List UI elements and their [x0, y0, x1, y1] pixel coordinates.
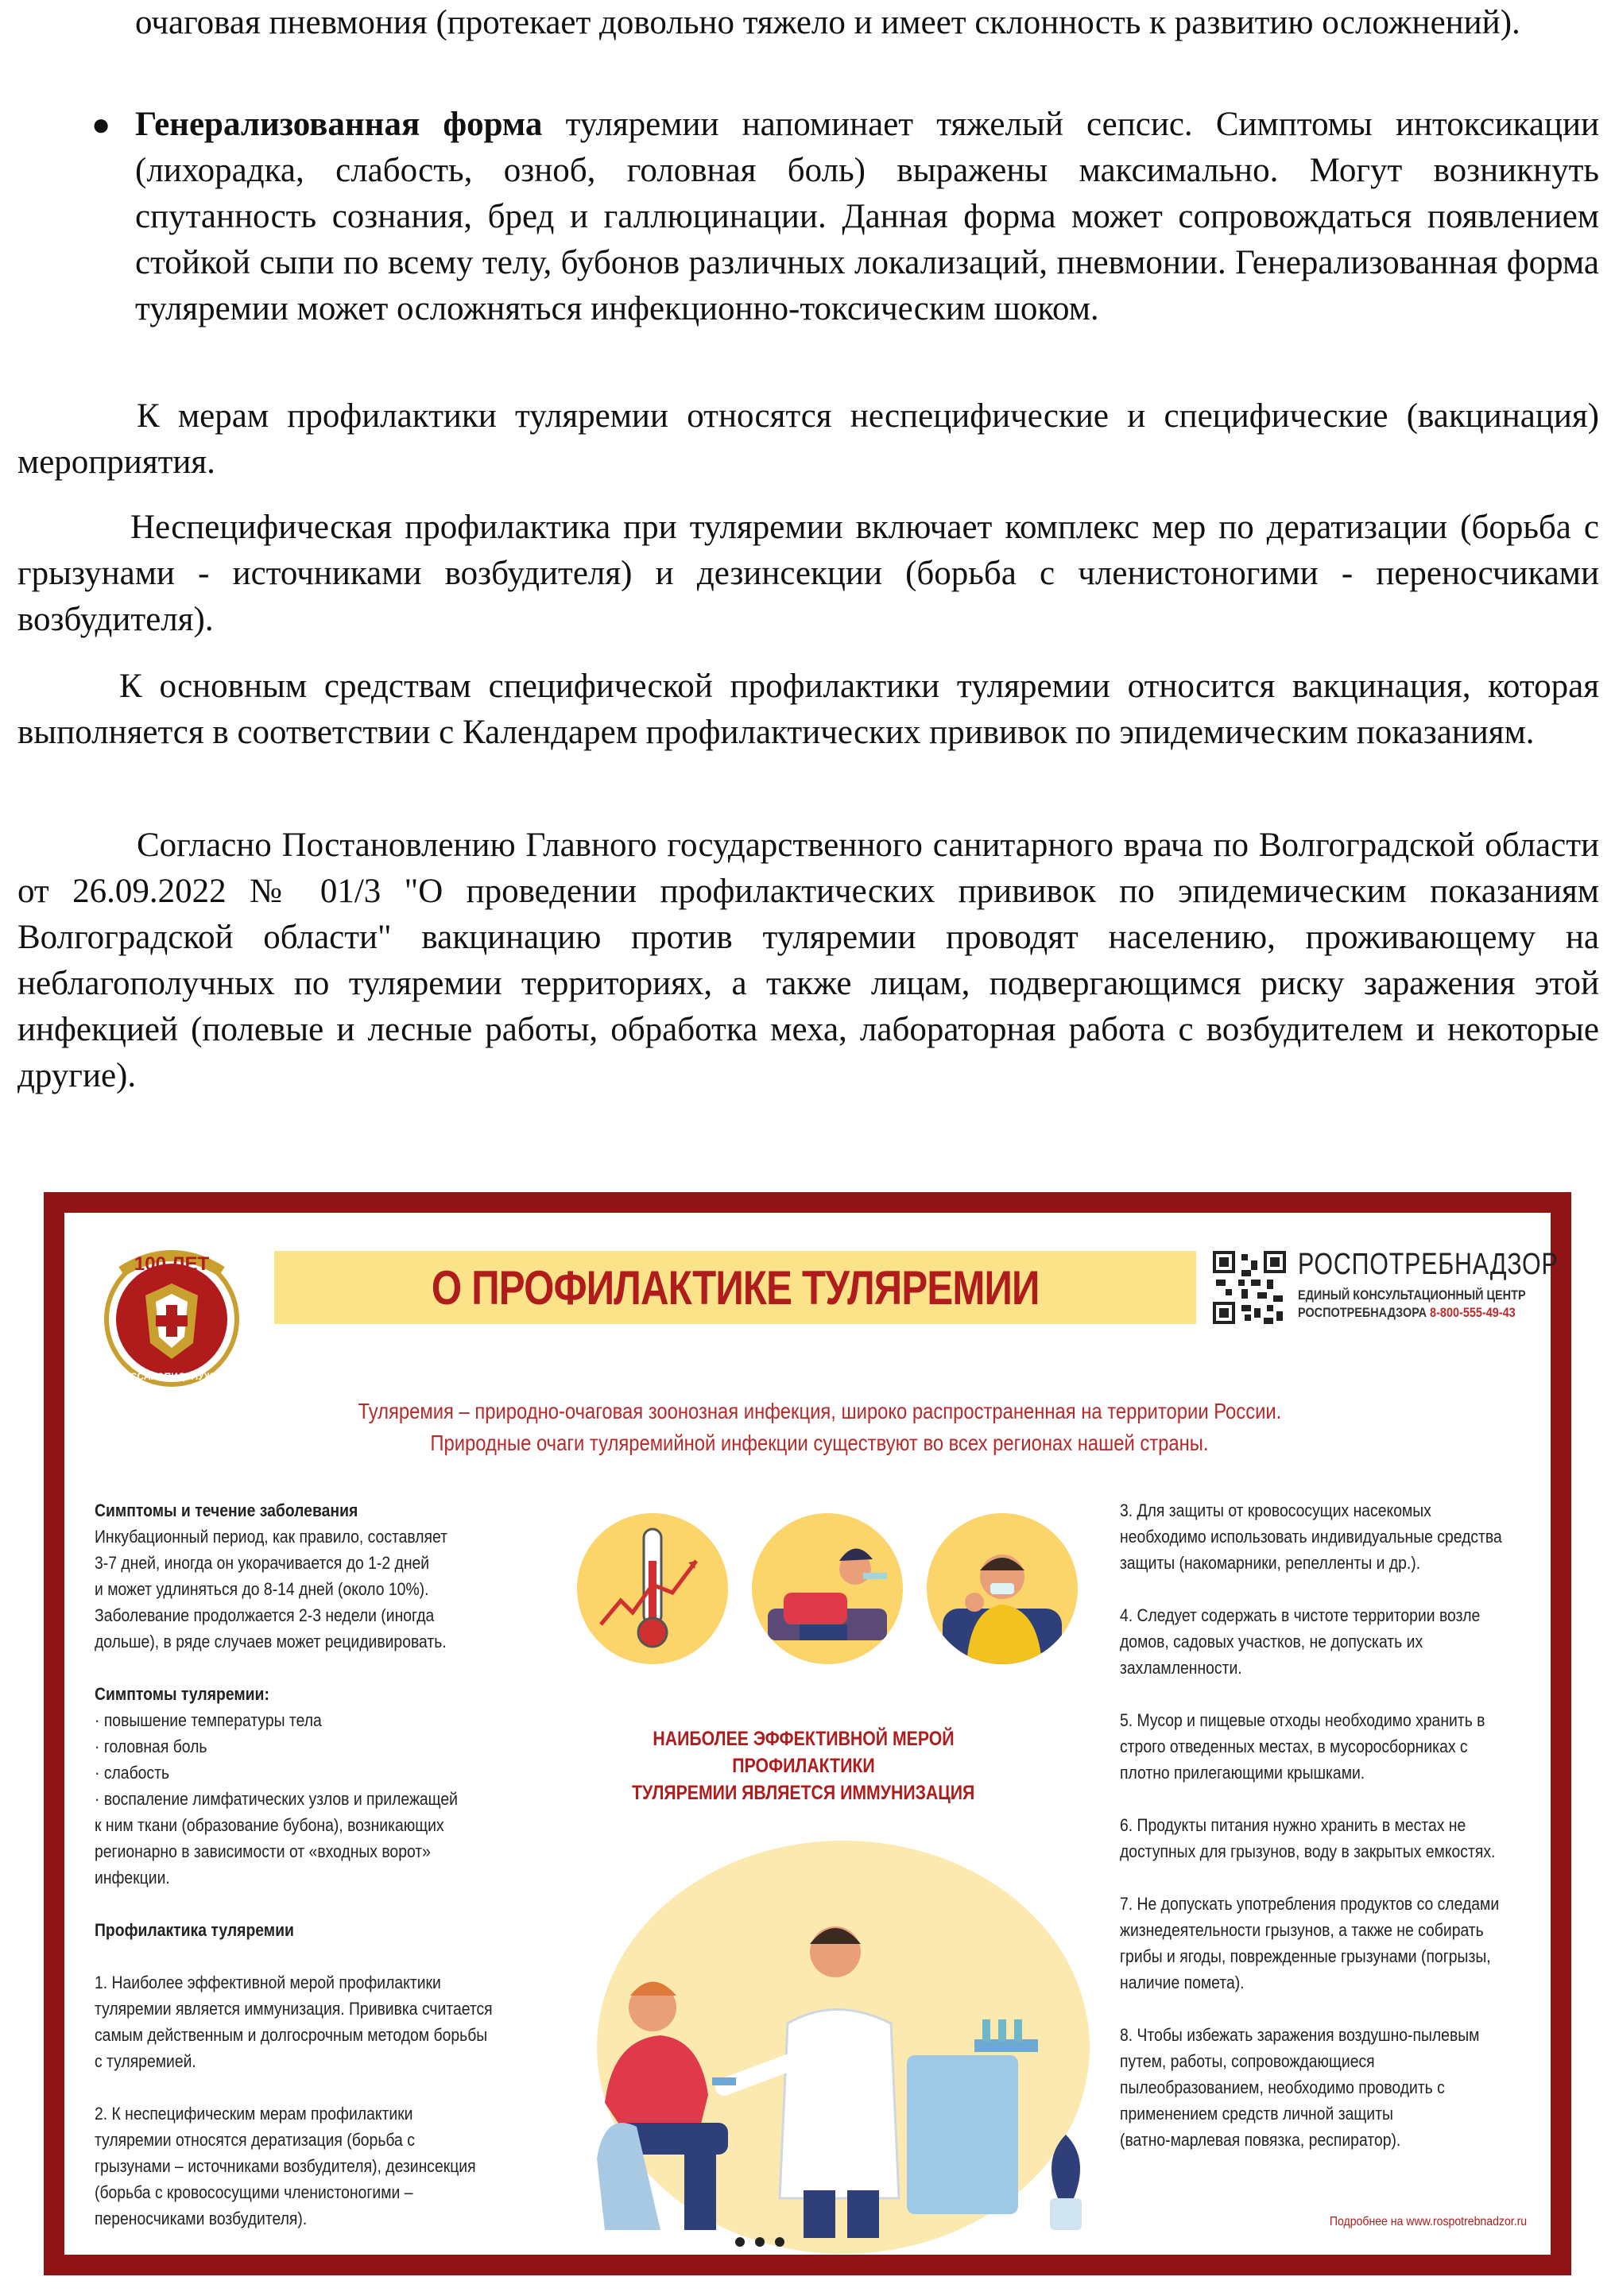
- poster-text-line: Заболевание продолжается 2-3 недели (иногда: [95, 1605, 435, 1625]
- poster-text-line: домов, садовых участков, не допускать их: [1120, 1632, 1423, 1651]
- poster-text-line: применением средств личной защиты: [1120, 2104, 1393, 2124]
- poster-text-line: · слабость: [95, 1763, 170, 1783]
- poster-text-line: (борьба с кровососущими членистоногими –: [95, 2182, 413, 2202]
- spacer: [95, 2074, 547, 2100]
- poster-text-line: 3. Для защиты от кровососущих насекомых: [1120, 1500, 1431, 1520]
- poster-title-bar: [274, 1251, 1196, 1324]
- poster-text-line: переносчиками возбудителя).: [95, 2209, 308, 2228]
- spacer: [1120, 1864, 1554, 1891]
- sick-person-lying-illustration: [752, 1513, 903, 1664]
- logo-bottom-caption: ГОССАНЭПИДСЛУЖБА: [117, 1371, 227, 1382]
- poster-text-line: 8. Чтобы избежать заражения воздушно-пылевым: [1120, 2025, 1480, 2045]
- poster-subheading: Симптомы туляремии:: [95, 1684, 269, 1704]
- spacer: [1120, 1576, 1554, 1602]
- poster-text-line: путем, работы, сопровождающиеся: [1120, 2051, 1375, 2071]
- prevention-column: [1120, 1497, 1554, 2153]
- poster-text-line: дольше), в ряде случаев может рецидивировать.: [95, 1632, 447, 1651]
- poster-subheading: Симптомы и течение заболевания: [95, 1500, 358, 1520]
- poster-text-line: наличие помета).: [1120, 1973, 1245, 1992]
- poster-text-line: пылеобразованием, необходимо проводить с: [1120, 2077, 1445, 2097]
- symptoms-column: [95, 1497, 547, 2232]
- poster-text-line: захламленности.: [1120, 1658, 1242, 1678]
- poster-text-line: · головная боль: [95, 1737, 207, 1756]
- poster-text-line: · повышение температуры тела: [95, 1710, 322, 1730]
- poster-text-line: Инкубационный период, как правило, составляет: [95, 1527, 448, 1547]
- bullet-marker: ●: [91, 106, 111, 142]
- paragraph-specific: К основным средствам специфической профилактики туляремии относится вакцинация, которая выполняется в соответствии с Календарем профилактических прививок по эпидемическим показаниям.: [17, 668, 1599, 751]
- spacer: [1120, 1681, 1554, 1707]
- poster-text-line: 1. Наиболее эффективной мерой профилактики: [95, 1973, 441, 1992]
- paragraph-nonspecific: Неспецифическая профилактика при туляремии включает комплекс мер по дератизации (борьба с грызунами - источниками возбудителя) и дезинсекции (борьба с членистоногими - переносчиками возбудителя).: [17, 509, 1599, 638]
- logo-caption: 100 ЛЕТ: [134, 1253, 210, 1275]
- paragraph-generalized-form: Генерализованная форма туляремии напоминает тяжелый сепсис. Симптомы интоксикации (лихорадка, слабость, озноб, головная боль) выражены максимально. Могут возникнуть спутанность сознания, бред и галлюцинации. Данная форма может сопровождаться появлением стойкой сыпи по всему телу, бубонов различных локализаций, пневмонии. Генерализованная форма туляремии может осложняться инфекционно-токсическим шоком.: [135, 106, 1599, 327]
- poster-text-line: (ватно-марлевая повязка, респиратор).: [1120, 2130, 1401, 2150]
- poster-text-line: туляремии относятся дератизация (борьба с: [95, 2130, 415, 2150]
- immunization-headline: НАИБОЛЕЕ ЭФФЕКТИВНОЙ МЕРОЙ ПРОФИЛАКТИКИ ТУЛЯРЕМИИ ЯВЛЯЕТСЯ ИММУНИЗАЦИЯ: [632, 1728, 975, 1804]
- poster-text-line: 2. К неспецифическим мерам профилактики: [95, 2104, 413, 2124]
- more-info-link-text: Подробнее на www.rospotrebnadzor.ru: [1329, 2215, 1527, 2228]
- vaccination-illustration: [573, 1825, 1113, 2254]
- spacer: [1120, 1786, 1554, 1812]
- poster-text-line: и может удлиняться до 8-14 дней (около 10%).: [95, 1579, 429, 1599]
- poster-text-line: 3-7 дней, иногда он укорачивается до 1-2 дней: [95, 1553, 430, 1573]
- poster-text-line: туляремии является иммунизация. Прививка считается: [95, 1999, 493, 2019]
- poster-text-line: 5. Мусор и пищевые отходы необходимо хранить в: [1120, 1710, 1485, 1730]
- poster-text-line: жизнедеятельности грызунов, а также не собирать: [1120, 1920, 1484, 1940]
- spacer: [95, 1655, 547, 1681]
- organization-name: РОСПОТРЕБНАДЗОР: [1298, 1248, 1559, 1281]
- paragraph-pneumonia-end: очаговая пневмония (протекает довольно тяжело и имеет склонность к развитию осложнений).: [135, 4, 1520, 41]
- organization-subtitle: ЕДИНЫЙ КОНСУЛЬТАЦИОННЫЙ ЦЕНТР: [1298, 1287, 1526, 1303]
- poster-text-line: · воспаление лимфатических узлов и прилежащей: [95, 1789, 458, 1809]
- organization-phone-line: РОСПОТРЕБНАДЗОРА 8-800-555-49-43: [1298, 1305, 1516, 1320]
- poster-text-line: регионарно в зависимости от «входных ворот»: [95, 1841, 431, 1861]
- poster-intro: Туляремия – природно-очаговая зоонозная инфекция, широко распространенная на территории России. Природные очаги туляремийной инфекции существуют во всех регионах нашей страны.: [358, 1399, 1281, 1455]
- organization-block: [1298, 1248, 1615, 1322]
- poster-text-line: необходимо использовать индивидуальные средства: [1120, 1527, 1502, 1547]
- thermometer-illustration: [577, 1513, 728, 1664]
- poster-text-line: грызунами – источниками возбудителя), дезинсекция: [95, 2156, 476, 2176]
- poster-title: О ПРОФИЛАКТИКЕ ТУЛЯРЕМИИ: [431, 1260, 1040, 1314]
- qr-code-icon: [1213, 1251, 1286, 1324]
- poster-text-line: инфекции.: [95, 1868, 170, 1888]
- poster-text-line: грибы и ягоды, поврежденные грызунами (погрызы,: [1120, 1946, 1491, 1966]
- bold-term: Генерализованная форма: [135, 106, 543, 143]
- spacer: [95, 1943, 547, 1969]
- rospotrebnadzor-100-years-logo: [98, 1240, 246, 1388]
- paragraph-prophylaxis-measures: К мерам профилактики туляремии относятся неспецифические и специфические (вакцинация) мероприятия.: [17, 397, 1599, 481]
- poster-text-line: строго отведенных местах, в мусоросборниках с: [1120, 1737, 1468, 1756]
- poster: [64, 1213, 1559, 2255]
- poster-text-line: самым действенным и долгосрочным методом борьбы: [95, 2025, 488, 2045]
- poster-text-line: доступных для грызунов, воду в закрытых емкостях.: [1120, 1841, 1496, 1861]
- poster-text-line: к ним ткани (образование бубона), возникающих: [95, 1815, 444, 1835]
- poster-text-line: 6. Продукты питания нужно хранить в местах не: [1120, 1815, 1466, 1835]
- poster-text-line: защиты (накомарники, репелленты и др.).: [1120, 1553, 1421, 1573]
- poster-text-line: плотно прилегающими крышками.: [1120, 1763, 1365, 1783]
- coughing-person-illustration: [927, 1513, 1078, 1664]
- poster-frame: [44, 1192, 1571, 2275]
- hotline-phone: 8-800-555-49-43: [1430, 1305, 1516, 1320]
- spacer: [1120, 1996, 1554, 2022]
- paragraph-resolution: Согласно Постановлению Главного государственного санитарного врача по Волгоградской области от 26.09.2022 № 01/3 "О проведении профилактических прививок по эпидемическим показаниям Волгоградской области" вакцинацию против туляремии проводят населению, проживающему на неблагополучных по туляремии территориях, а также лицам, подвергающимся риску заражения этой инфекцией (полевые и лесные работы, обработка меха, лабораторная работа с возбудителем и некоторые другие).: [17, 827, 1599, 1094]
- poster-text-line: 4. Следует содержать в чистоте территории возле: [1120, 1605, 1481, 1625]
- poster-text-line: 7. Не допускать употребления продуктов со следами: [1120, 1894, 1500, 1914]
- poster-subheading: Профилактика туляремии: [95, 1920, 294, 1940]
- poster-text-line: с туляремией.: [95, 2051, 196, 2071]
- spacer: [95, 1891, 547, 1917]
